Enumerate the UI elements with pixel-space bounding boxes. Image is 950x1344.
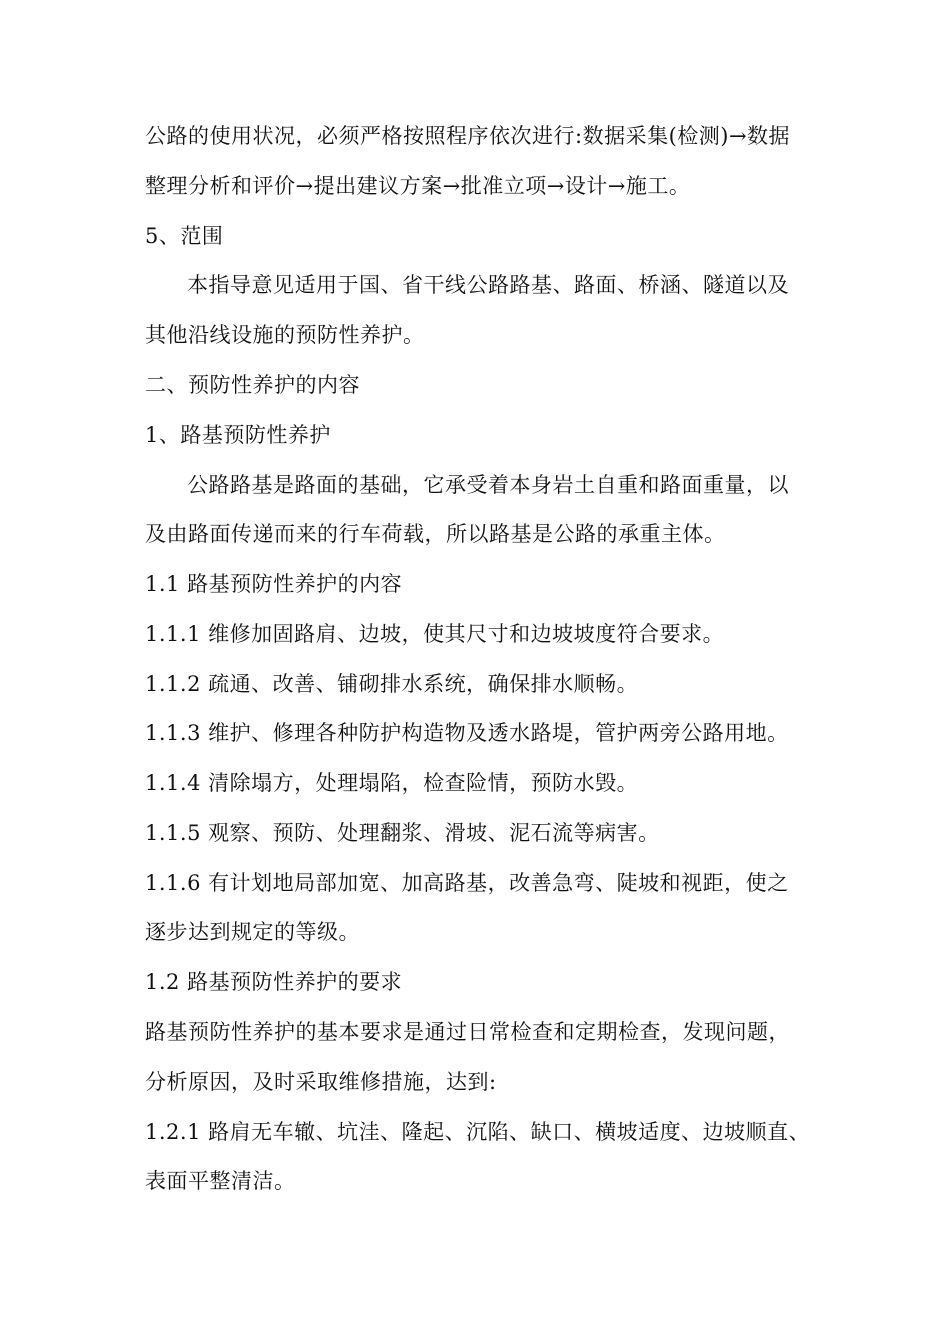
text-line: 及由路面传递而来的行车荷载，所以路基是公路的承重主体。 [145, 522, 726, 546]
chapter-heading: 二、预防性养护的内容 [145, 373, 360, 397]
list-item: 1.1.6 有计划地局部加宽、加高路基，改善急弯、陡坡和视距，使之 [145, 871, 789, 895]
text-line: 整理分析和评价→提出建议方案→批准立项→设计→施工。 [145, 174, 691, 198]
text-line: 本指导意见适用于国、省干线公路路基、路面、桥涵、隧道以及 [187, 273, 789, 297]
list-item: 1.1.2 疏通、改善、铺砌排水系统，确保排水顺畅。 [145, 672, 639, 696]
list-item: 1.1.3 维护、修理各种防护构造物及透水路堤，管护两旁公路用地。 [145, 721, 789, 745]
text-line: 分析原因，及时采取维修措施，达到: [145, 1070, 497, 1094]
subsection-heading: 1.2 路基预防性养护的要求 [145, 970, 403, 994]
section-heading: 1、路基预防性养护 [145, 423, 331, 447]
text-line: 逐步达到规定的等级。 [145, 920, 360, 944]
text-line: 表面平整清洁。 [145, 1169, 296, 1193]
text-line: 公路路基是路面的基础，它承受着本身岩土自重和路面重量，以 [187, 473, 789, 497]
text-line: 其他沿线设施的预防性养护。 [145, 323, 425, 347]
section-heading: 5、范围 [145, 224, 224, 248]
text-line: 公路的使用状况，必须严格按照程序依次进行:数据采集(检测)→数据 [145, 124, 791, 148]
list-item: 1.1.1 维修加固路肩、边坡，使其尺寸和边坡坡度符合要求。 [145, 622, 725, 646]
list-item: 1.1.5 观察、预防、处理翻浆、滑坡、泥石流等病害。 [145, 821, 660, 845]
list-item: 1.1.4 清除塌方，处理塌陷，检查险情，预防水毁。 [145, 771, 639, 795]
subsection-heading: 1.1 路基预防性养护的内容 [145, 572, 403, 596]
text-line: 路基预防性养护的基本要求是通过日常检查和定期检查，发现问题， [145, 1020, 790, 1044]
list-item: 1.2.1 路肩无车辙、坑洼、隆起、沉陷、缺口、横坡适度、边坡顺直、 [145, 1120, 811, 1144]
